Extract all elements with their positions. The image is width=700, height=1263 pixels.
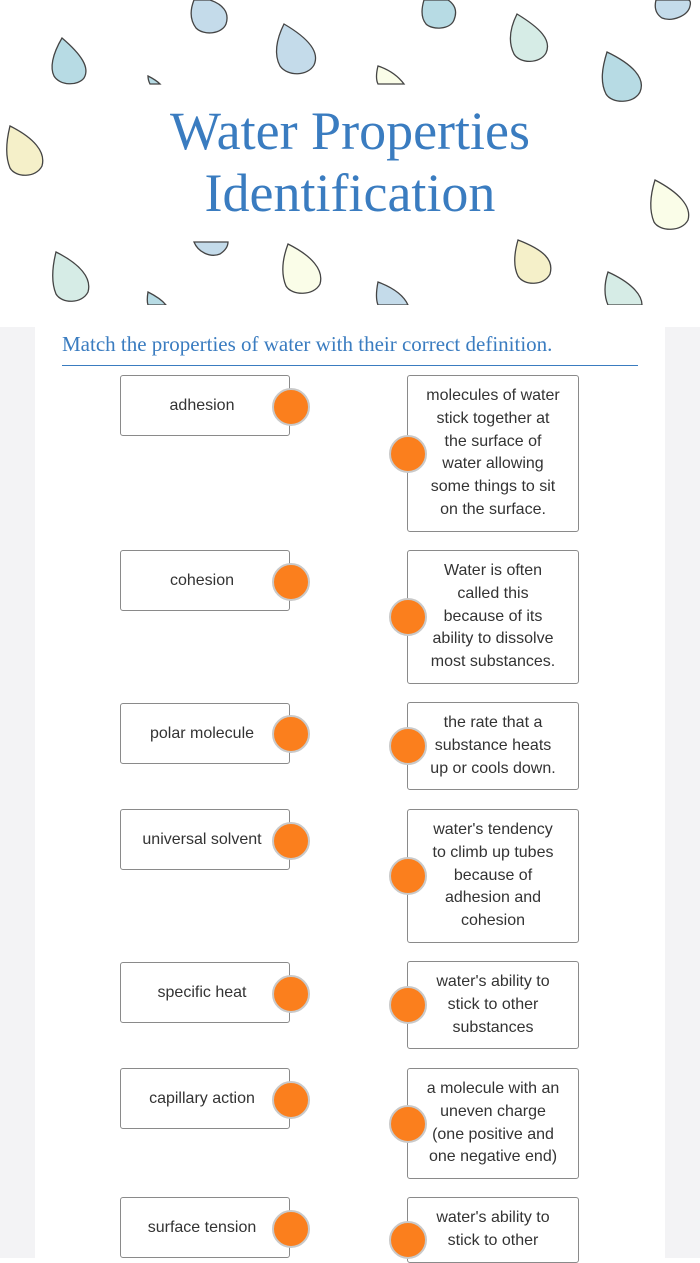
definition-box[interactable] — [407, 809, 579, 943]
raindrop-icon — [53, 252, 89, 301]
definition-line: ability to dissolve — [432, 630, 554, 648]
definition-box[interactable] — [407, 375, 579, 532]
definition-box[interactable] — [407, 550, 579, 684]
definition-line: adhesion and — [444, 889, 542, 907]
page-title — [0, 100, 700, 224]
definition-box[interactable] — [407, 1068, 579, 1179]
definition-line: uneven charge — [440, 1102, 546, 1120]
definition-line: stick together at — [436, 409, 550, 427]
term-box-surface-tension[interactable]: surface tension — [120, 1197, 290, 1258]
raindrop-icon — [148, 76, 160, 84]
raindrop-icon — [605, 272, 642, 305]
raindrop-icon — [515, 240, 551, 283]
term-connector-dot[interactable] — [272, 1210, 310, 1248]
raindrop-icon — [602, 52, 641, 101]
term-box-capillary-action[interactable]: capillary action — [120, 1068, 290, 1129]
definition-line: water's ability to — [436, 1209, 550, 1226]
definition-box[interactable] — [407, 961, 579, 1049]
definition-line: stick to other — [447, 1231, 539, 1249]
raindrop-icon — [191, 0, 227, 33]
definition-line: Water is often — [443, 562, 543, 579]
definition-line: (one positive and — [432, 1125, 554, 1143]
definition-line: substances — [452, 1018, 534, 1036]
term-connector-dot[interactable] — [272, 975, 310, 1013]
definition-line: up or cools down. — [430, 759, 556, 777]
definition-line: stick to other — [447, 995, 539, 1013]
raindrop-icon — [277, 24, 316, 74]
definition-line: to climb up tubes — [432, 843, 554, 861]
definition-line: the surface of — [444, 432, 542, 450]
term-connector-dot[interactable] — [272, 715, 310, 753]
definition-connector-dot[interactable] — [389, 857, 427, 895]
raindrop-icon — [377, 66, 405, 84]
raindrop-icon — [52, 38, 86, 84]
raindrop-icon — [194, 242, 228, 255]
definition-connector-dot[interactable] — [389, 435, 427, 473]
raindrop-icon — [510, 14, 547, 61]
header-gap — [0, 305, 700, 327]
definition-line: water's ability to — [436, 973, 550, 990]
instructions-text: Match the properties of water with their correct definition. — [62, 332, 553, 356]
definition-box[interactable] — [407, 1197, 579, 1263]
raindrop-icon — [377, 282, 409, 305]
raindrop-icon — [655, 0, 690, 19]
header-banner — [0, 0, 700, 305]
term-connector-dot[interactable] — [272, 822, 310, 860]
definition-box[interactable] — [407, 702, 579, 790]
definition-line: substance heats — [434, 736, 552, 754]
raindrop-icon — [283, 244, 321, 293]
definition-line: some things to sit — [430, 478, 556, 496]
term-box-universal-solvent[interactable]: universal solvent — [120, 809, 290, 870]
definition-line: a molecule with an — [426, 1080, 560, 1097]
raindrop-icon — [147, 292, 166, 305]
definition-line: called this — [457, 584, 529, 602]
definition-line: water allowing — [442, 455, 544, 473]
definition-line: most substances. — [430, 653, 556, 671]
definition-connector-dot[interactable] — [389, 986, 427, 1024]
term-connector-dot[interactable] — [272, 1081, 310, 1119]
term-box-specific-heat[interactable]: specific heat — [120, 962, 290, 1023]
right-margin — [665, 327, 700, 1258]
definition-line: molecules of water — [426, 387, 560, 404]
term-box-polar-molecule[interactable]: polar molecule — [120, 703, 290, 764]
title-line-1: Water Properties — [169, 101, 531, 161]
definition-line: because of its — [443, 607, 543, 625]
term-box-cohesion[interactable]: cohesion — [120, 550, 290, 611]
definition-connector-dot[interactable] — [389, 1105, 427, 1143]
instructions-divider — [62, 365, 638, 366]
term-connector-dot[interactable] — [272, 563, 310, 601]
raindrop-icon — [422, 0, 456, 28]
definition-line: the rate that a — [443, 714, 543, 731]
term-connector-dot[interactable] — [272, 388, 310, 426]
definition-line: because of — [453, 866, 533, 884]
definition-line: on the surface. — [440, 500, 546, 518]
definition-line: cohesion — [460, 912, 526, 930]
definition-line: water's tendency — [433, 821, 553, 838]
term-box-adhesion[interactable]: adhesion — [120, 375, 290, 436]
definition-connector-dot[interactable] — [389, 1221, 427, 1259]
definition-connector-dot[interactable] — [389, 727, 427, 765]
title-line-2: Identification — [204, 163, 496, 223]
definition-line: one negative end) — [428, 1148, 558, 1166]
left-margin — [0, 327, 35, 1258]
definition-connector-dot[interactable] — [389, 598, 427, 636]
